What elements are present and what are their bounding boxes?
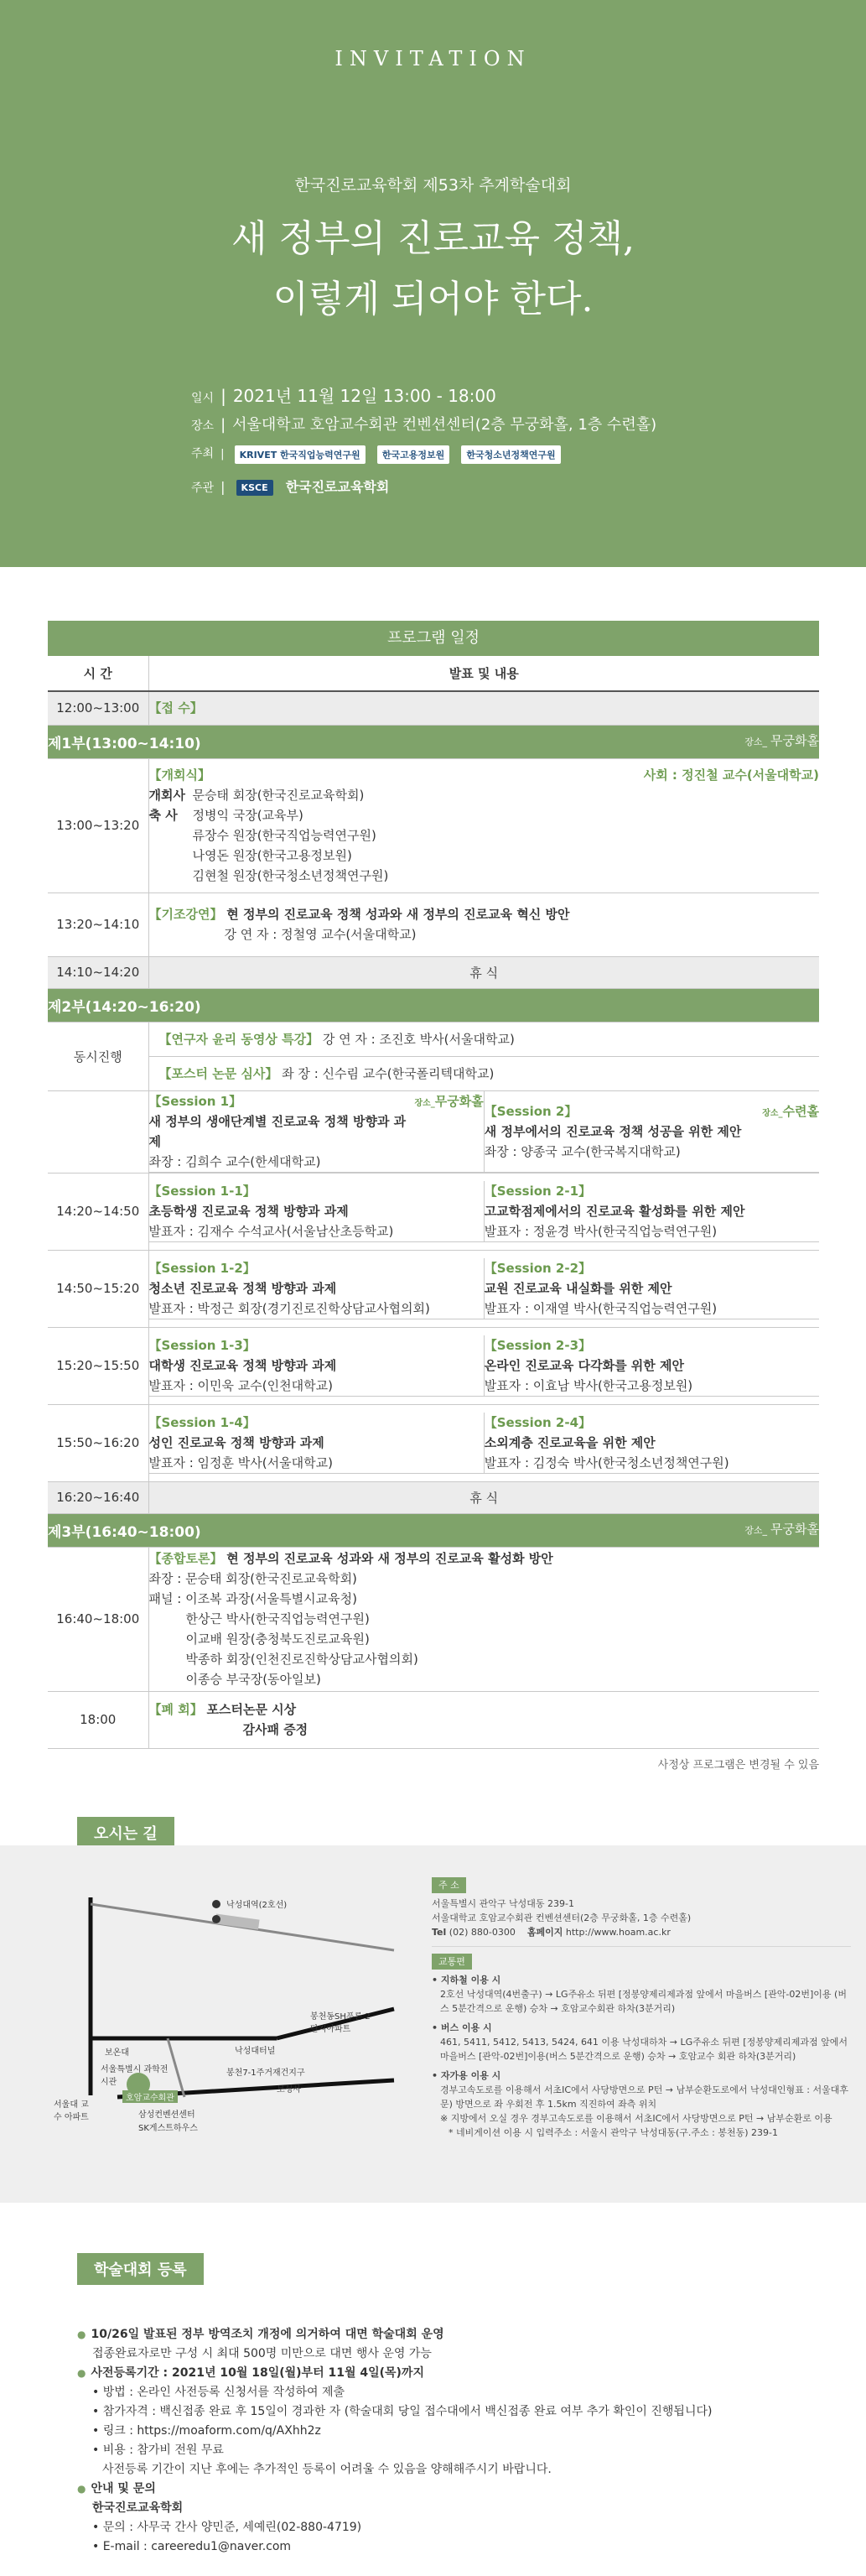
break1-row: 14:10~14:20 휴 식: [48, 956, 819, 988]
keynote-row: 13:20~14:10 【기조강연】 현 정부의 진로교육 정책 성과와 새 정부의 진로교육 혁신 방안 강 연 자 : 정철영 교수(서울대학교): [48, 892, 819, 956]
panel-row: 16:40~18:00 【종합토론】 현 정부의 진로교육 성과와 새 정부의 진로교육 활성화 방안 좌장 : 문승태 회장(한국진로교육학회) 패널 : 이조복 과장(서울특별시교육청) 한상근 박사(한국직업능력연구원) 이교배 원장(충청북도진로교육원) 박종하 회장(인천진로진학상담교사협의회) 이종승 부국장(동아일보): [48, 1547, 819, 1691]
program-header: 프로그램 일정: [48, 621, 819, 656]
part3-place: 장소_ 무궁화홀: [744, 1521, 819, 1537]
directions-title: 오시는 길: [77, 1817, 174, 1849]
directions-area: [0, 1845, 866, 2203]
part2-row: 제2부(14:20~16:20): [48, 988, 819, 1022]
hero-banner: [0, 0, 866, 567]
invitation-heading: INVITATION: [334, 47, 532, 70]
map-label-hoam: 호암교수회관: [122, 2090, 178, 2103]
host-logo-krivet: KRIVET 한국직업능력연구원: [235, 445, 366, 464]
organizer-name: 한국진로교육학회: [285, 479, 390, 495]
map-label-bosung: 보성사: [277, 2085, 301, 2095]
concurrent-row: 동시진행 【연구자 윤리 동영상 특강】 강 연 자 : 조진호 박사(서울대학교) 【포스터 논문 심사】 좌 장 : 신수림 교수(한국폴리텍대학교): [48, 1022, 819, 1090]
opening-row: 13:00~13:20 【개회식】 사회 : 정진철 교수(서울대학교) 개회사 문승태 회장(한국진로교육학회) 축 사 정병익 국장(교육부) 류장수 원장(한국직업능력연구원) 나영돈 원장(한국고용정보원) 김현철 원장(한국청소년정책연구원): [48, 758, 819, 892]
organizer-info: 주관 | KSCE 한국진로교육학회: [191, 479, 390, 495]
program-table-head: [48, 656, 819, 691]
part1-row: 제1부(13:00~14:10) 장소_ 무궁화홀: [48, 725, 819, 758]
registration-link[interactable]: • 링크 : https://moaform.com/q/AXhh2z: [92, 2424, 321, 2438]
ksce-logo: KSCE: [236, 480, 273, 496]
transport-block: 교통편 • 지하철 이용 시 2호선 낙성대역(4번출구) → LG주유소 뒤편 [정봉양제리제과점 앞에서 마을버스 [관악-02번]이용 (버스 5분간격으로 운행) 승차 → 호암교수회관 하차(3분거리) • 버스 이용 시 461, 5411, 5412, 5413, 5424, 641 이용 낙성대하차 → LG주유소 뒤편 [정봉양제리제과점 앞에서 마을버스 [관악-02번]이용(버스 5분간격으로 운행) 승차 → 호암교수 회관 하차(3분거리) • 자가용 이용 시 경부고속도로를 이용해서 서초IC에서 사당방면으로 P턴 → 남부순환도로에서 낙성대인형표 : 서울대후문) 방면으로 좌 우회전 후 1.5km 직진하여 좌측 위치 ※ 지방에서 오실 경우 경부고속도로를 이용해서 서초IC에서 사당방면으로 P턴 → 남부순환로 이용 * 네비게이션 이용 시 입력주소 : 서울시 관악구 낙성대동(구.주소 : 봉천동) 239-1: [432, 1954, 851, 2140]
map-label-district: 봉천7-1주거재건지구: [226, 2069, 305, 2078]
registration-content: ● 10/26일 발표된 정부 방역조치 개정에 의거하여 대면 학술대회 운영 접종완료자로만 구성 시 최대 500명 미만으로 대면 행사 운영 가능 ● 사전등록기간 : 2021년 10월 18일(월)부터 11월 4일(목)까지 • 방법 : 온라인 사전등록 신청서를 작성하여 제출 • 참가자격 : 백신접종 완료 후 15일이 경과한 자 (학술대회 당일 접수대에서 백신접종 완료 여부 추가 확인이 진행됩니다) • 링크 : https://moaform.com/q/AXhh2z • 비용 : 참가비 전원 무료 사전등록 기간이 지난 후에는 추가적인 등록이 어려울 수 있음을 양해해주시기 바랍니다. ● 안내 및 문의 한국진로교육학회 • 문의 : 사무국 간사 양민준, 세예린(02-880-4719) • E-mail : careeredu1@naver.com: [77, 2325, 815, 2557]
program-table: [48, 656, 819, 1772]
closing-row: 18:00 【폐 회】 포스터논문 시상 감사패 증정: [48, 1691, 819, 1748]
host-info: 주최 | KRIVET 한국직업능력연구원 한국고용정보원 한국청소년정책연구원: [191, 445, 569, 464]
session-row-2: 14:50~15:20 【Session 1-2】 청소년 진로교육 정책 방향과 과제 발표자 : 박정근 회장(경기진로진학상담교사협의회) 【Session 2-2】 교원 진로교육 내실화를 위한 제안 발표자 : 이재열 박사(한국직업능력연구원): [48, 1250, 819, 1327]
conference-subtitle: 한국진로교육학회 제53차 추계학술대회: [294, 176, 572, 195]
part1-place: 장소_ 무궁화홀: [744, 732, 819, 748]
host-logo-keis: 한국고용정보원: [377, 445, 449, 464]
map-label-samsung: 삼성컨벤션센터: [138, 2110, 195, 2120]
reception-row: 12:00~13:00 【접 수】: [48, 691, 819, 725]
map-label-faculty-apt: 서울대 교수 아파트: [54, 2100, 89, 2122]
map-label-tunnel: 낙성대터널: [235, 2047, 276, 2056]
map-label-school: 보온대: [105, 2048, 129, 2058]
map-label-station: 낙성대역(2호선): [226, 1901, 288, 1910]
main-title-line2: 이렇게 되어야 한다.: [272, 278, 594, 320]
place-info: 장소 | 서울대학교 호암교수회관 컨벤션센터(2층 무궁화홀, 1층 수련홀): [191, 416, 657, 434]
map-label-sk: SK게스트하우스: [138, 2124, 198, 2133]
date-info: 일시 | 2021년 11월 12일 13:00 - 18:00: [191, 386, 496, 406]
opening-mc: 사회 : 정진철 교수(서울대학교): [643, 768, 819, 783]
directions-text: [432, 1877, 851, 2140]
homepage-link[interactable]: http://www.hoam.ac.kr: [565, 1927, 671, 1938]
host-logo-nypi: 한국청소년정책연구원: [461, 445, 560, 464]
session-row-1: 14:20~14:50 【Session 1-1】 초등학생 진로교육 정책 방향과 과제 발표자 : 김재수 수석교사(서울남산초등학교) 【Session 2-1】 고교학점제에서의 진로교육 활성화를 위한 제안 발표자 : 정윤경 박사(한국직업능력연구원): [48, 1173, 819, 1250]
main-title-line1: 새 정부의 진로교육 정책,: [231, 217, 635, 260]
session-header-row: 【Session 1】 장소_무궁화홀 새 정부의 생애단계별 진로교육 정책 방향과 과제 좌장 : 김희수 교수(한세대학교) 【Session 2】 장소_수련홀 새 정부에서의 진로교육 정책 성공을 위한 제안 좌장 : 양종국 교수(한국복지대학교): [48, 1090, 819, 1173]
session-row-3: 15:20~15:50 【Session 1-3】 대학생 진로교육 정책 방향과 과제 발표자 : 이민욱 교수(인천대학교) 【Session 2-3】 온라인 진로교육 다각화를 위한 제안 발표자 : 이효남 박사(한국고용정보원): [48, 1327, 819, 1404]
registration-title: 학술대회 등록: [77, 2253, 204, 2285]
map-label-apt: 봉천동SH푸른 2단지아파트: [310, 2012, 371, 2034]
map-label-science: 서울특별시 과학전시관: [101, 2065, 169, 2087]
program-note-row: 사정상 프로그램은 변경될 수 있음: [657, 1758, 819, 1772]
address-block: 주 소 서울특별시 관악구 낙성대동 239-1 서울대학교 호암교수회관 컨벤션센터(2층 무궁화홀, 1층 수련홀) Tel (02) 880-0300 홈페이지 http://www.hoam.ac.kr: [432, 1877, 851, 1947]
contact-email[interactable]: • E-mail : careeredu1@naver.com: [92, 2540, 292, 2553]
break2-row: 16:20~16:40 휴 식: [48, 1481, 819, 1513]
part3-row: 제3부(16:40~18:00) 장소_ 무궁화홀: [48, 1513, 819, 1547]
col-content: 발표 및 내용: [148, 656, 819, 691]
col-time: 시 간: [48, 656, 148, 691]
session-row-4: 15:50~16:20 【Session 1-4】 성인 진로교육 정책 방향과 과제 발표자 : 임정훈 박사(서울대학교) 【Session 2-4】 소외계층 진로교육을 위한 제안 발표자 : 김정숙 박사(한국청소년정책연구원): [48, 1404, 819, 1481]
